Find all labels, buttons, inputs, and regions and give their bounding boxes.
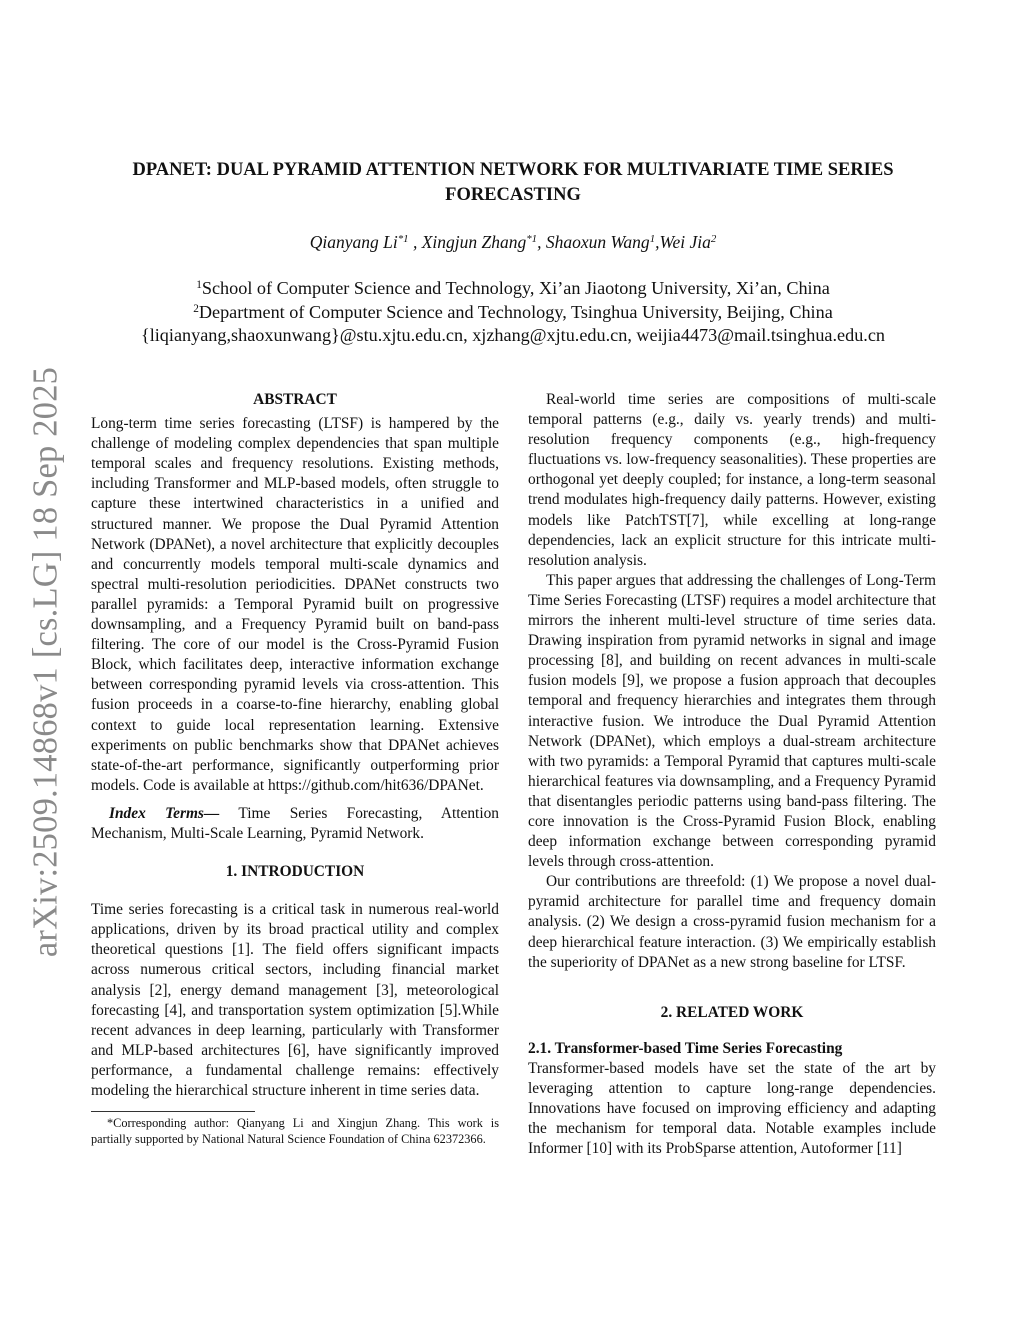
affiliation-line: [60, 277, 966, 301]
affiliation-text: Department of Computer Science and Technology, Tsinghua University, Beijing, China: [198, 301, 833, 322]
left-column: [91, 390, 499, 1147]
arxiv-identifier: arXiv:2509.14868v1 [cs.LG] 18 Sep 2025: [26, 366, 65, 958]
paper-title: [90, 158, 936, 208]
affiliation-line: [60, 301, 966, 325]
related-work-heading: 2. RELATED WORK: [660, 1003, 804, 1021]
introduction-paragraph: Time series forecasting is a critical task in numerous real-world applications, driven by its broad practical utility and complex theoretical questions [1]. The field offers significant impacts across numerous critical sectors, including financial market analysis [2], energy demand management [3], meteorological forecasting [4], and transportation system optimization [5].While recent advances in deep learning, particularly with Transformer and MLP-based architectures [6], have significantly improved performance, a fundamental challenge remains: effectively modeling the hierarchical structure inherent in time series data.: [91, 901, 499, 1099]
author-name: Shaoxun Wang: [545, 232, 650, 252]
subsection-heading: 2.1. Transformer-based Time Series Forecasting: [528, 1039, 843, 1057]
index-terms: [91, 804, 499, 844]
email-line: {liqianyang,shaoxunwang}@stu.xjtu.edu.cn, xjzhang@xjtu.edu.cn, weijia4473@mail.tsinghua.edu.cn: [140, 325, 886, 345]
affiliation-mark: 2: [193, 302, 199, 315]
footnote: *Corresponding author: Qianyang Li and Xingjun Zhang. This work is partially supported by National Natural Science Foundation of China 62372366.: [91, 1116, 499, 1146]
author-mark: *1: [526, 233, 538, 246]
author-separator: ,: [408, 232, 422, 252]
abstract-text: Long-term time series forecasting (LTSF) is hampered by the challenge of modeling complex dependencies that span multiple temporal scales and frequency resolutions. Existing methods, including Transformer and MLP-based models, often struggle to capture these intertwined characteristics in a unified and structured manner. We propose the Dual Pyramid Attention Network (DPANet), a novel architecture that explicitly decouples and concurrently models temporal multi-scale dynamics and spectral multi-resolution periodicities. DPANet constructs two parallel pyramids: a Temporal Pyramid built on progressive downsampling, and a Frequency Pyramid built on band-pass filtering. The core of our model is the Cross-Pyramid Fusion Block, which facilitates deep, interactive information exchange between corresponding pyramid levels via cross-attention. This fusion proceeds in a coarse-to-fine hierarchy, enabling global context to guide local representation learning. Extensive experiments on public benchmarks show that DPANet achieves state-of-the-art performance, significantly outperforming prior models. Code is available at https://github.com/hit636/DPANet.: [91, 415, 499, 794]
index-terms-label: Index Terms—: [109, 804, 220, 822]
introduction-paragraph: Real-world time series are compositions of multi-scale temporal patterns (e.g., daily vs. yearly trends) and multi-resolution frequency components (e.g., high-frequency fluctuations vs. low-frequency seasonalities). These properties are orthogonal yet deeply coupled; for instance, a long-term seasonal trend modulates high-frequency daily patterns. However, existing models like PatchTST[7], while excelling at long-range dependencies, lack an explicit structure for this intricate multi-resolution analysis.: [528, 391, 936, 569]
author-separator: ,: [655, 232, 660, 252]
index-terms-text: Time Series Forecasting, Attention Mechanism, Multi-Scale Learning, Pyramid Network.: [91, 804, 499, 842]
author-mark: 2: [710, 233, 717, 246]
title-line-1: DPANET: DUAL PYRAMID ATTENTION NETWORK FOR MULTIVARIATE TIME SERIES: [132, 160, 894, 180]
introduction-heading: 1. INTRODUCTION: [225, 863, 365, 881]
author-name: Qianyang Li: [309, 232, 398, 252]
author-separator: ,: [537, 232, 546, 252]
author-name: Xingjun Zhang: [421, 232, 527, 252]
title-line-2: FORECASTING: [445, 185, 581, 205]
author-mark: *1: [397, 233, 409, 246]
affiliation-mark: 1: [196, 278, 202, 291]
abstract-heading: ABSTRACT: [253, 391, 337, 408]
footnote-rule: [91, 1111, 255, 1112]
affiliations: [60, 277, 966, 348]
author-mark: 1: [649, 233, 656, 246]
introduction-paragraph: This paper argues that addressing the challenges of Long-Term Time Series Forecasting (LTSF) requires a model architecture that mirrors the inherent multi-level structure of time series data. Drawing inspiration from pyramid networks in signal and image processing [8], and building on recent advances in multi-scale fusion models [9], we propose a fusion approach that decouples temporal and frequency hierarchies and integrates them through interactive fusion. We introduce the Dual Pyramid Attention Network (DPANet), which employs a dual-stream architecture with two pyramids: a Temporal Pyramid that captures multi-scale hierarchical features via downsampling, and a Frequency Pyramid that disentangles periodic patterns using band-pass filtering. The core innovation is the Cross-Pyramid Fusion Block, enabling deep information exchange between corresponding pyramid levels through cross-attention.: [528, 571, 936, 871]
introduction-paragraph: Our contributions are threefold: (1) We propose a novel dual-pyramid architecture for parallel time and frequency domain analysis. (2) We design a cross-pyramid fusion mechanism for a deep hierarchical feature interaction. (3) We empirically establish the superiority of DPANet as a new strong baseline for LTSF.: [528, 873, 936, 971]
author-list: [90, 229, 936, 255]
author-name: Wei Jia: [659, 232, 711, 252]
affiliation-text: School of Computer Science and Technology, Xi’an Jiaotong University, Xi’an, China: [201, 278, 830, 298]
related-work-paragraph: Transformer-based models have set the state of the art by leveraging attention to capture long-range dependencies. Innovations have focused on improving efficiency and adapting the mechanism for temporal data. Notable examples include Informer [10] with its ProbSparse attention, Autoformer [11]: [528, 1059, 936, 1158]
right-column: [528, 390, 936, 1159]
